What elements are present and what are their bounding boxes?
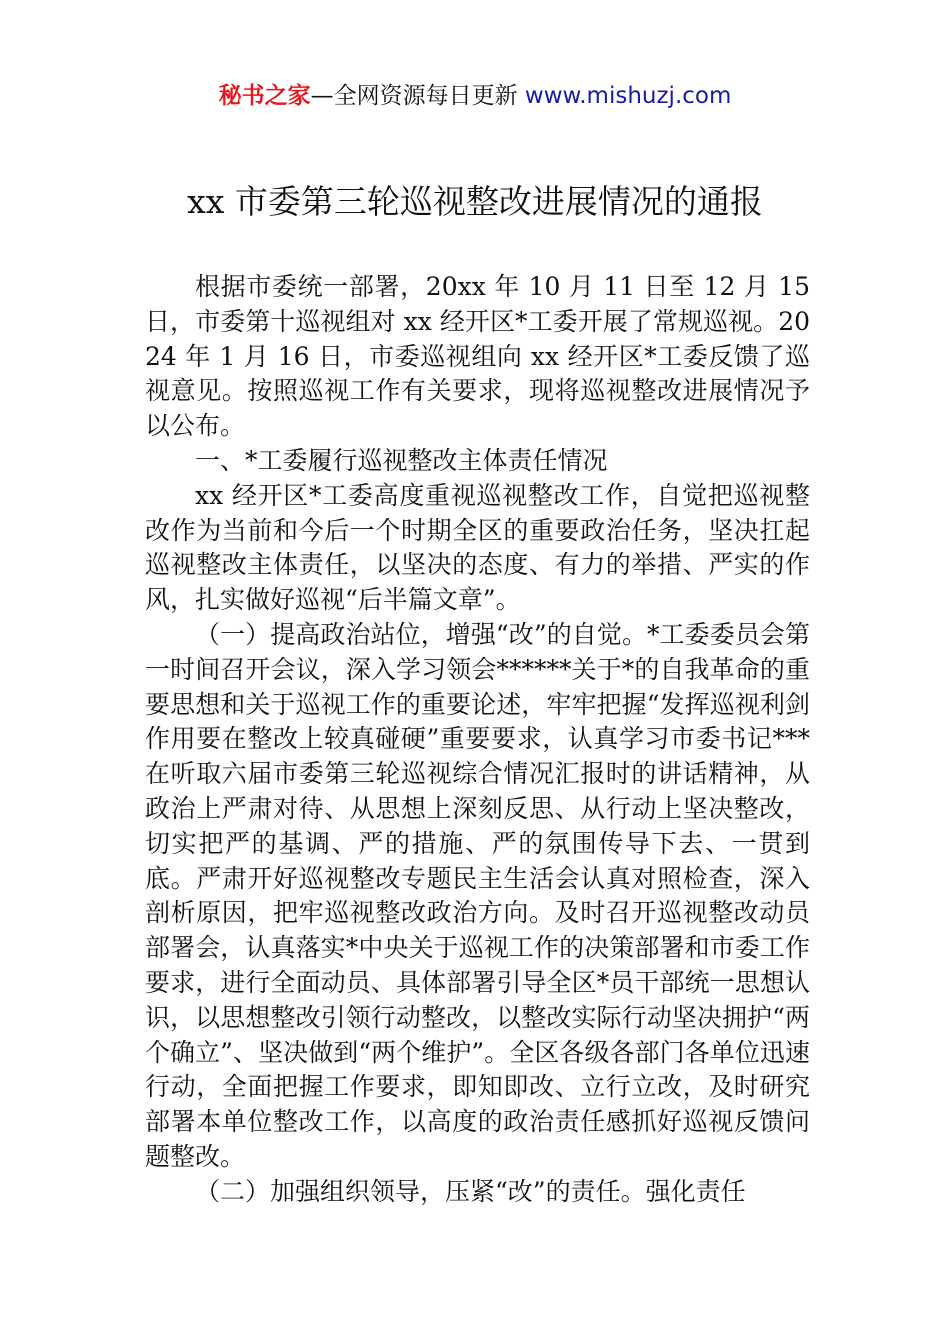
paragraph-intro: 根据市委统一部署，20xx 年 10 月 11 日至 12 月 15 日，市委第十巡视组对 xx 经开区*工委开展了常规巡视。2024 年 1 月 16 日，市委巡视组向 xx 经开区*工委反馈了巡视意见。按照巡视工作有关要求，现将巡视整改进展情况予以公布。 bbox=[145, 272, 810, 441]
paragraph-subsection-1: （一）提高政治站位，增强“改”的自觉。*工委委员会第一时间召开会议，深入学习领会******关于*的自我革命的重要思想和关于巡视工作的重要论述，牢牢把握“发挥巡视利剑作用要在整改上较真碰硬”重要要求，认真学习市委书记***在听取六届市委第三轮巡视综合情况汇报时的讲话精神，从政治上严肃对待、从思想上深刻反思、从行动上坚决整改，切实把严的基调、严的措施、严的氛围传导下去、一贯到底。严肃开好巡视整改专题民主生活会认真对照检查，深入剖析原因，把牢巡视整改政治方向。及时召开巡视整改动员部署会，认真落实*中央关于巡视工作的决策部署和市委工作要求，进行全面动员、具体部署引导全区*员干部统一思想认识，以思想整改引领行动整改，以整改实际行动坚决拥护“两个确立”、坚决做到“两个维护”。全区各级各部门各单位迅速行动，全面把握工作要求，即知即改、立行立改，及时研究部署本单位整改工作，以高度的政治责任感抓好巡视反馈问题整改。 bbox=[145, 619, 810, 1171]
site-header bbox=[0, 80, 950, 112]
site-brand: 秘书之家 bbox=[218, 83, 311, 109]
paragraph-section-1: xx 经开区*工委高度重视巡视整改工作，自觉把巡视整改作为当前和今后一个时期全区的重要政治任务，坚决扛起巡视整改主体责任，以坚决的态度、有力的举措、严实的作风，扎实做好巡视“后半篇文章”。 bbox=[145, 480, 810, 615]
section-heading-1: 一、*工委履行巡视整改主体责任情况 bbox=[195, 445, 608, 475]
site-tagline: —全网资源每日更新 bbox=[310, 83, 525, 109]
paragraph-subsection-2: （二）加强组织领导，压紧“改”的责任。强化责任 bbox=[195, 1176, 746, 1206]
document-body bbox=[145, 270, 810, 1210]
document-title: xx 市委第三轮巡视整改进展情况的通报 bbox=[187, 182, 763, 221]
site-url-link[interactable]: www.mishuzj.com bbox=[524, 83, 732, 109]
